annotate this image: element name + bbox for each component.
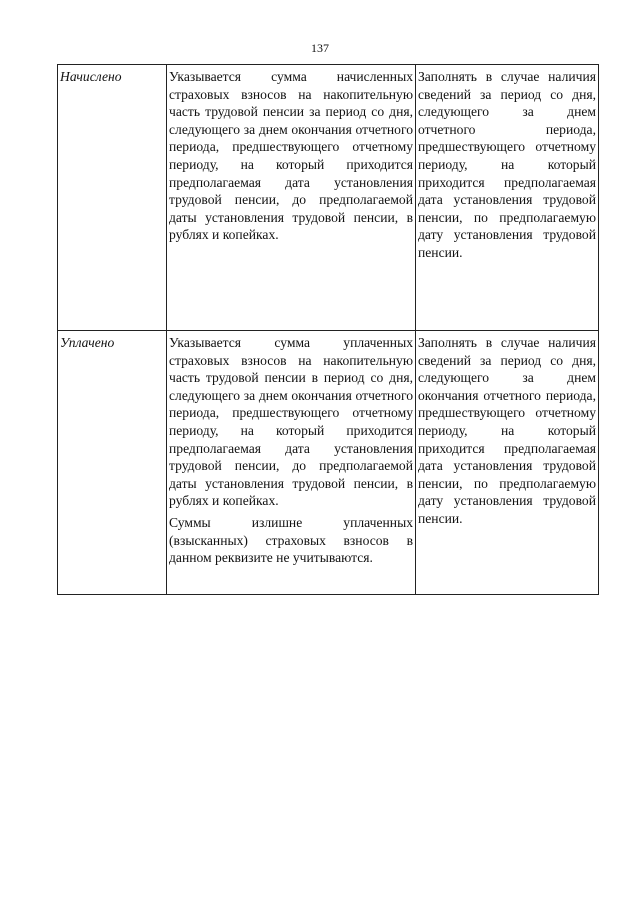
condition-paragraph: Заполнять в случае наличия сведений за период со дня, следующего за днем окончания отчетного периода, предшествующего отчетному периоду, на который приходится предполагаемая дата установления трудовой пенсии, по предполагаемую дату установления трудовой пенсии.	[418, 335, 596, 526]
description-paragraph: Суммы излишне уплаченных (взысканных) страховых взносов в данном реквизите не учитываются.	[169, 514, 413, 566]
description-paragraph: Указывается сумма начисленных страховых взносов на накопительную часть трудовой пенсии за период со дня, следующего за днем окончания отчетного периода, предшествующего отчетному периоду, на который приходится предполагаемая дата установления трудовой пенсии, до предполагаемой даты установления трудовой пенсии, в рублях и копейках.	[169, 69, 413, 243]
table-row	[58, 331, 599, 595]
field-description-cell	[167, 331, 416, 595]
requisites-table	[57, 64, 599, 595]
field-name-cell: Начислено	[58, 65, 167, 331]
table-row	[58, 65, 599, 331]
fill-condition-cell	[416, 65, 599, 331]
fill-condition-cell	[416, 331, 599, 595]
description-paragraph: Указывается сумма уплаченных страховых взносов на накопительную часть трудовой пенсии в период со дня, следующего за днем окончания отчетного периода, предшествующего отчетному периоду, на который приходится предполагаемая дата установления трудовой пенсии, до предполагаемой даты установления трудовой пенсии, в рублях и копейках.	[169, 335, 413, 509]
condition-paragraph: Заполнять в случае наличия сведений за период со дня, следующего за днем отчетного периода, предшествующего отчетному периоду, на который приходится предполагаемая дата установления трудовой пенсии, по предполагаемую дату установления трудовой пенсии.	[418, 69, 596, 260]
field-name-cell: Уплачено	[58, 331, 167, 595]
field-description-cell	[167, 65, 416, 331]
page-number: 137	[311, 41, 329, 55]
